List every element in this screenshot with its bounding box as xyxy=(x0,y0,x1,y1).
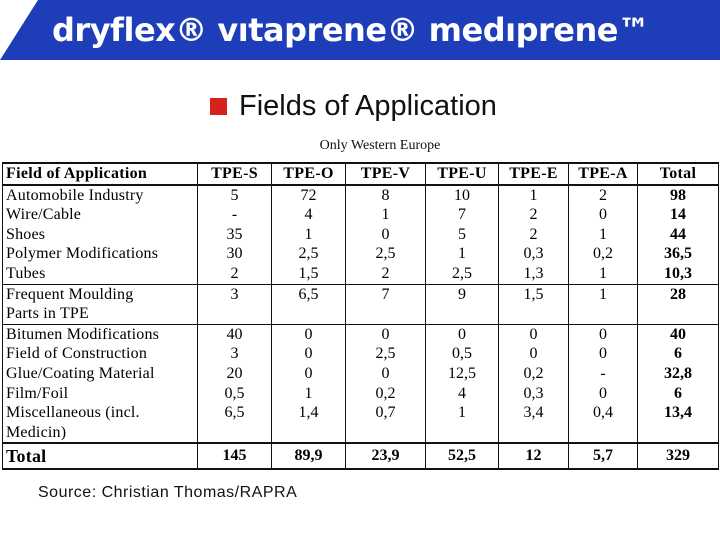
table-row xyxy=(3,384,719,404)
empty-cell xyxy=(638,304,719,324)
empty-cell xyxy=(272,423,346,444)
field-name-cell: Polymer Modifications xyxy=(3,244,198,264)
total-cell: 13,4 xyxy=(638,403,719,423)
value-cell: 0,5 xyxy=(426,344,499,364)
value-cell: 1 xyxy=(426,403,499,423)
field-name-cell: Film/Foil xyxy=(3,384,198,404)
field-name-cell: Field of Construction xyxy=(3,344,198,364)
value-cell: 0 xyxy=(272,364,346,384)
value-cell: 20 xyxy=(198,364,272,384)
field-name-cell: Shoes xyxy=(3,225,198,245)
slide-title-text: Fields of Application xyxy=(239,89,497,122)
slide-subtitle: Only Western Europe xyxy=(319,138,441,153)
total-value-cell: 5,7 xyxy=(569,443,638,469)
value-cell: 2 xyxy=(569,185,638,206)
field-name-cell: Automobile Industry xyxy=(3,185,198,206)
value-cell: 0,2 xyxy=(499,364,569,384)
value-cell: 35 xyxy=(198,225,272,245)
value-cell: 0 xyxy=(569,205,638,225)
value-cell: - xyxy=(569,364,638,384)
value-cell: 0 xyxy=(272,344,346,364)
value-cell: 1 xyxy=(569,264,638,284)
field-name-cell: Frequent Moulding xyxy=(3,284,198,304)
field-name-cell: Miscellaneous (incl. xyxy=(3,403,198,423)
total-value-cell: 89,9 xyxy=(272,443,346,469)
empty-cell xyxy=(198,423,272,444)
value-cell: 30 xyxy=(198,244,272,264)
total-cell: 6 xyxy=(638,384,719,404)
total-value-cell: 12 xyxy=(499,443,569,469)
total-cell: 14 xyxy=(638,205,719,225)
table-row xyxy=(3,225,719,245)
total-row xyxy=(3,443,719,469)
total-value-cell: 52,5 xyxy=(426,443,499,469)
empty-cell xyxy=(569,423,638,444)
empty-cell xyxy=(346,423,426,444)
table-row xyxy=(3,185,719,206)
value-cell: 8 xyxy=(346,185,426,206)
table-row xyxy=(3,344,719,364)
table-row xyxy=(3,284,719,304)
value-cell: 2 xyxy=(346,264,426,284)
table-row xyxy=(3,403,719,423)
value-cell: 2 xyxy=(198,264,272,284)
value-cell: 0,2 xyxy=(569,244,638,264)
value-cell: 1,5 xyxy=(499,284,569,304)
value-cell: 3 xyxy=(198,344,272,364)
column-header: TPE-V xyxy=(346,163,426,185)
table-row xyxy=(3,423,719,444)
empty-cell xyxy=(638,423,719,444)
applications-table xyxy=(2,162,719,470)
value-cell: 1 xyxy=(569,225,638,245)
value-cell: 72 xyxy=(272,185,346,206)
total-cell: 32,8 xyxy=(638,364,719,384)
value-cell: 0 xyxy=(499,324,569,344)
value-cell: 0,5 xyxy=(198,384,272,404)
empty-cell xyxy=(198,304,272,324)
total-value-cell: 145 xyxy=(198,443,272,469)
field-name-cell: Tubes xyxy=(3,264,198,284)
table-row xyxy=(3,324,719,344)
field-name-cell: Bitumen Modifications xyxy=(3,324,198,344)
column-header: Total xyxy=(638,163,719,185)
field-name-cell: Medicin) xyxy=(3,423,198,444)
value-cell: 2,5 xyxy=(426,264,499,284)
value-cell: 0,3 xyxy=(499,244,569,264)
total-cell: 40 xyxy=(638,324,719,344)
table-body xyxy=(3,185,719,470)
empty-cell xyxy=(426,304,499,324)
column-header: TPE-S xyxy=(198,163,272,185)
source-note: Source: Christian Thomas/RAPRA xyxy=(38,484,298,501)
total-cell: 10,3 xyxy=(638,264,719,284)
value-cell: 12,5 xyxy=(426,364,499,384)
value-cell: 5 xyxy=(198,185,272,206)
value-cell: 1 xyxy=(569,284,638,304)
value-cell: 0 xyxy=(426,324,499,344)
value-cell: 1,4 xyxy=(272,403,346,423)
field-name-cell: Parts in TPE xyxy=(3,304,198,324)
column-header: TPE-O xyxy=(272,163,346,185)
total-cell: 44 xyxy=(638,225,719,245)
brand-names: dryflex® vıtaprene® medıprene™ xyxy=(52,11,650,49)
empty-cell xyxy=(272,304,346,324)
total-cell: 98 xyxy=(638,185,719,206)
value-cell: 0 xyxy=(346,324,426,344)
value-cell: 0 xyxy=(569,384,638,404)
table-row xyxy=(3,364,719,384)
value-cell: 4 xyxy=(272,205,346,225)
value-cell: 2,5 xyxy=(346,344,426,364)
value-cell: 5 xyxy=(426,225,499,245)
value-cell: 6,5 xyxy=(272,284,346,304)
value-cell: 7 xyxy=(426,205,499,225)
value-cell: 10 xyxy=(426,185,499,206)
field-name-cell: Glue/Coating Material xyxy=(3,364,198,384)
value-cell: 0 xyxy=(569,344,638,364)
value-cell: 0,7 xyxy=(346,403,426,423)
value-cell: 0,4 xyxy=(569,403,638,423)
value-cell: 4 xyxy=(426,384,499,404)
total-label-cell: Total xyxy=(3,443,198,469)
value-cell: 7 xyxy=(346,284,426,304)
table-header-row xyxy=(3,163,719,185)
value-cell: 40 xyxy=(198,324,272,344)
column-header: TPE-A xyxy=(569,163,638,185)
value-cell: 0,2 xyxy=(346,384,426,404)
total-cell: 6 xyxy=(638,344,719,364)
value-cell: 1 xyxy=(346,205,426,225)
value-cell: 0 xyxy=(272,324,346,344)
total-cell: 36,5 xyxy=(638,244,719,264)
empty-cell xyxy=(426,423,499,444)
value-cell: 2,5 xyxy=(272,244,346,264)
value-cell: 1 xyxy=(499,185,569,206)
value-cell: 2,5 xyxy=(346,244,426,264)
value-cell: 2 xyxy=(499,225,569,245)
column-header: Field of Application xyxy=(3,163,198,185)
value-cell: - xyxy=(198,205,272,225)
column-header: TPE-U xyxy=(426,163,499,185)
value-cell: 1 xyxy=(426,244,499,264)
value-cell: 1,3 xyxy=(499,264,569,284)
column-header: TPE-E xyxy=(499,163,569,185)
table-row xyxy=(3,244,719,264)
value-cell: 0 xyxy=(346,225,426,245)
total-value-cell: 23,9 xyxy=(346,443,426,469)
total-cell: 28 xyxy=(638,284,719,304)
value-cell: 1 xyxy=(272,225,346,245)
value-cell: 0 xyxy=(499,344,569,364)
empty-cell xyxy=(569,304,638,324)
value-cell: 2 xyxy=(499,205,569,225)
empty-cell xyxy=(499,423,569,444)
value-cell: 1 xyxy=(272,384,346,404)
table-row xyxy=(3,304,719,324)
value-cell: 0 xyxy=(346,364,426,384)
red-square-bullet-icon xyxy=(210,98,227,115)
value-cell: 0 xyxy=(569,324,638,344)
empty-cell xyxy=(346,304,426,324)
value-cell: 1,5 xyxy=(272,264,346,284)
value-cell: 0,3 xyxy=(499,384,569,404)
empty-cell xyxy=(499,304,569,324)
grand-total-cell: 329 xyxy=(638,443,719,469)
value-cell: 9 xyxy=(426,284,499,304)
slide-title xyxy=(210,86,497,126)
field-name-cell: Wire/Cable xyxy=(3,205,198,225)
value-cell: 3,4 xyxy=(499,403,569,423)
brand-banner xyxy=(0,0,720,60)
table-row xyxy=(3,205,719,225)
value-cell: 3 xyxy=(198,284,272,304)
table-row xyxy=(3,264,719,284)
value-cell: 6,5 xyxy=(198,403,272,423)
banner-corner-cut xyxy=(0,0,38,60)
